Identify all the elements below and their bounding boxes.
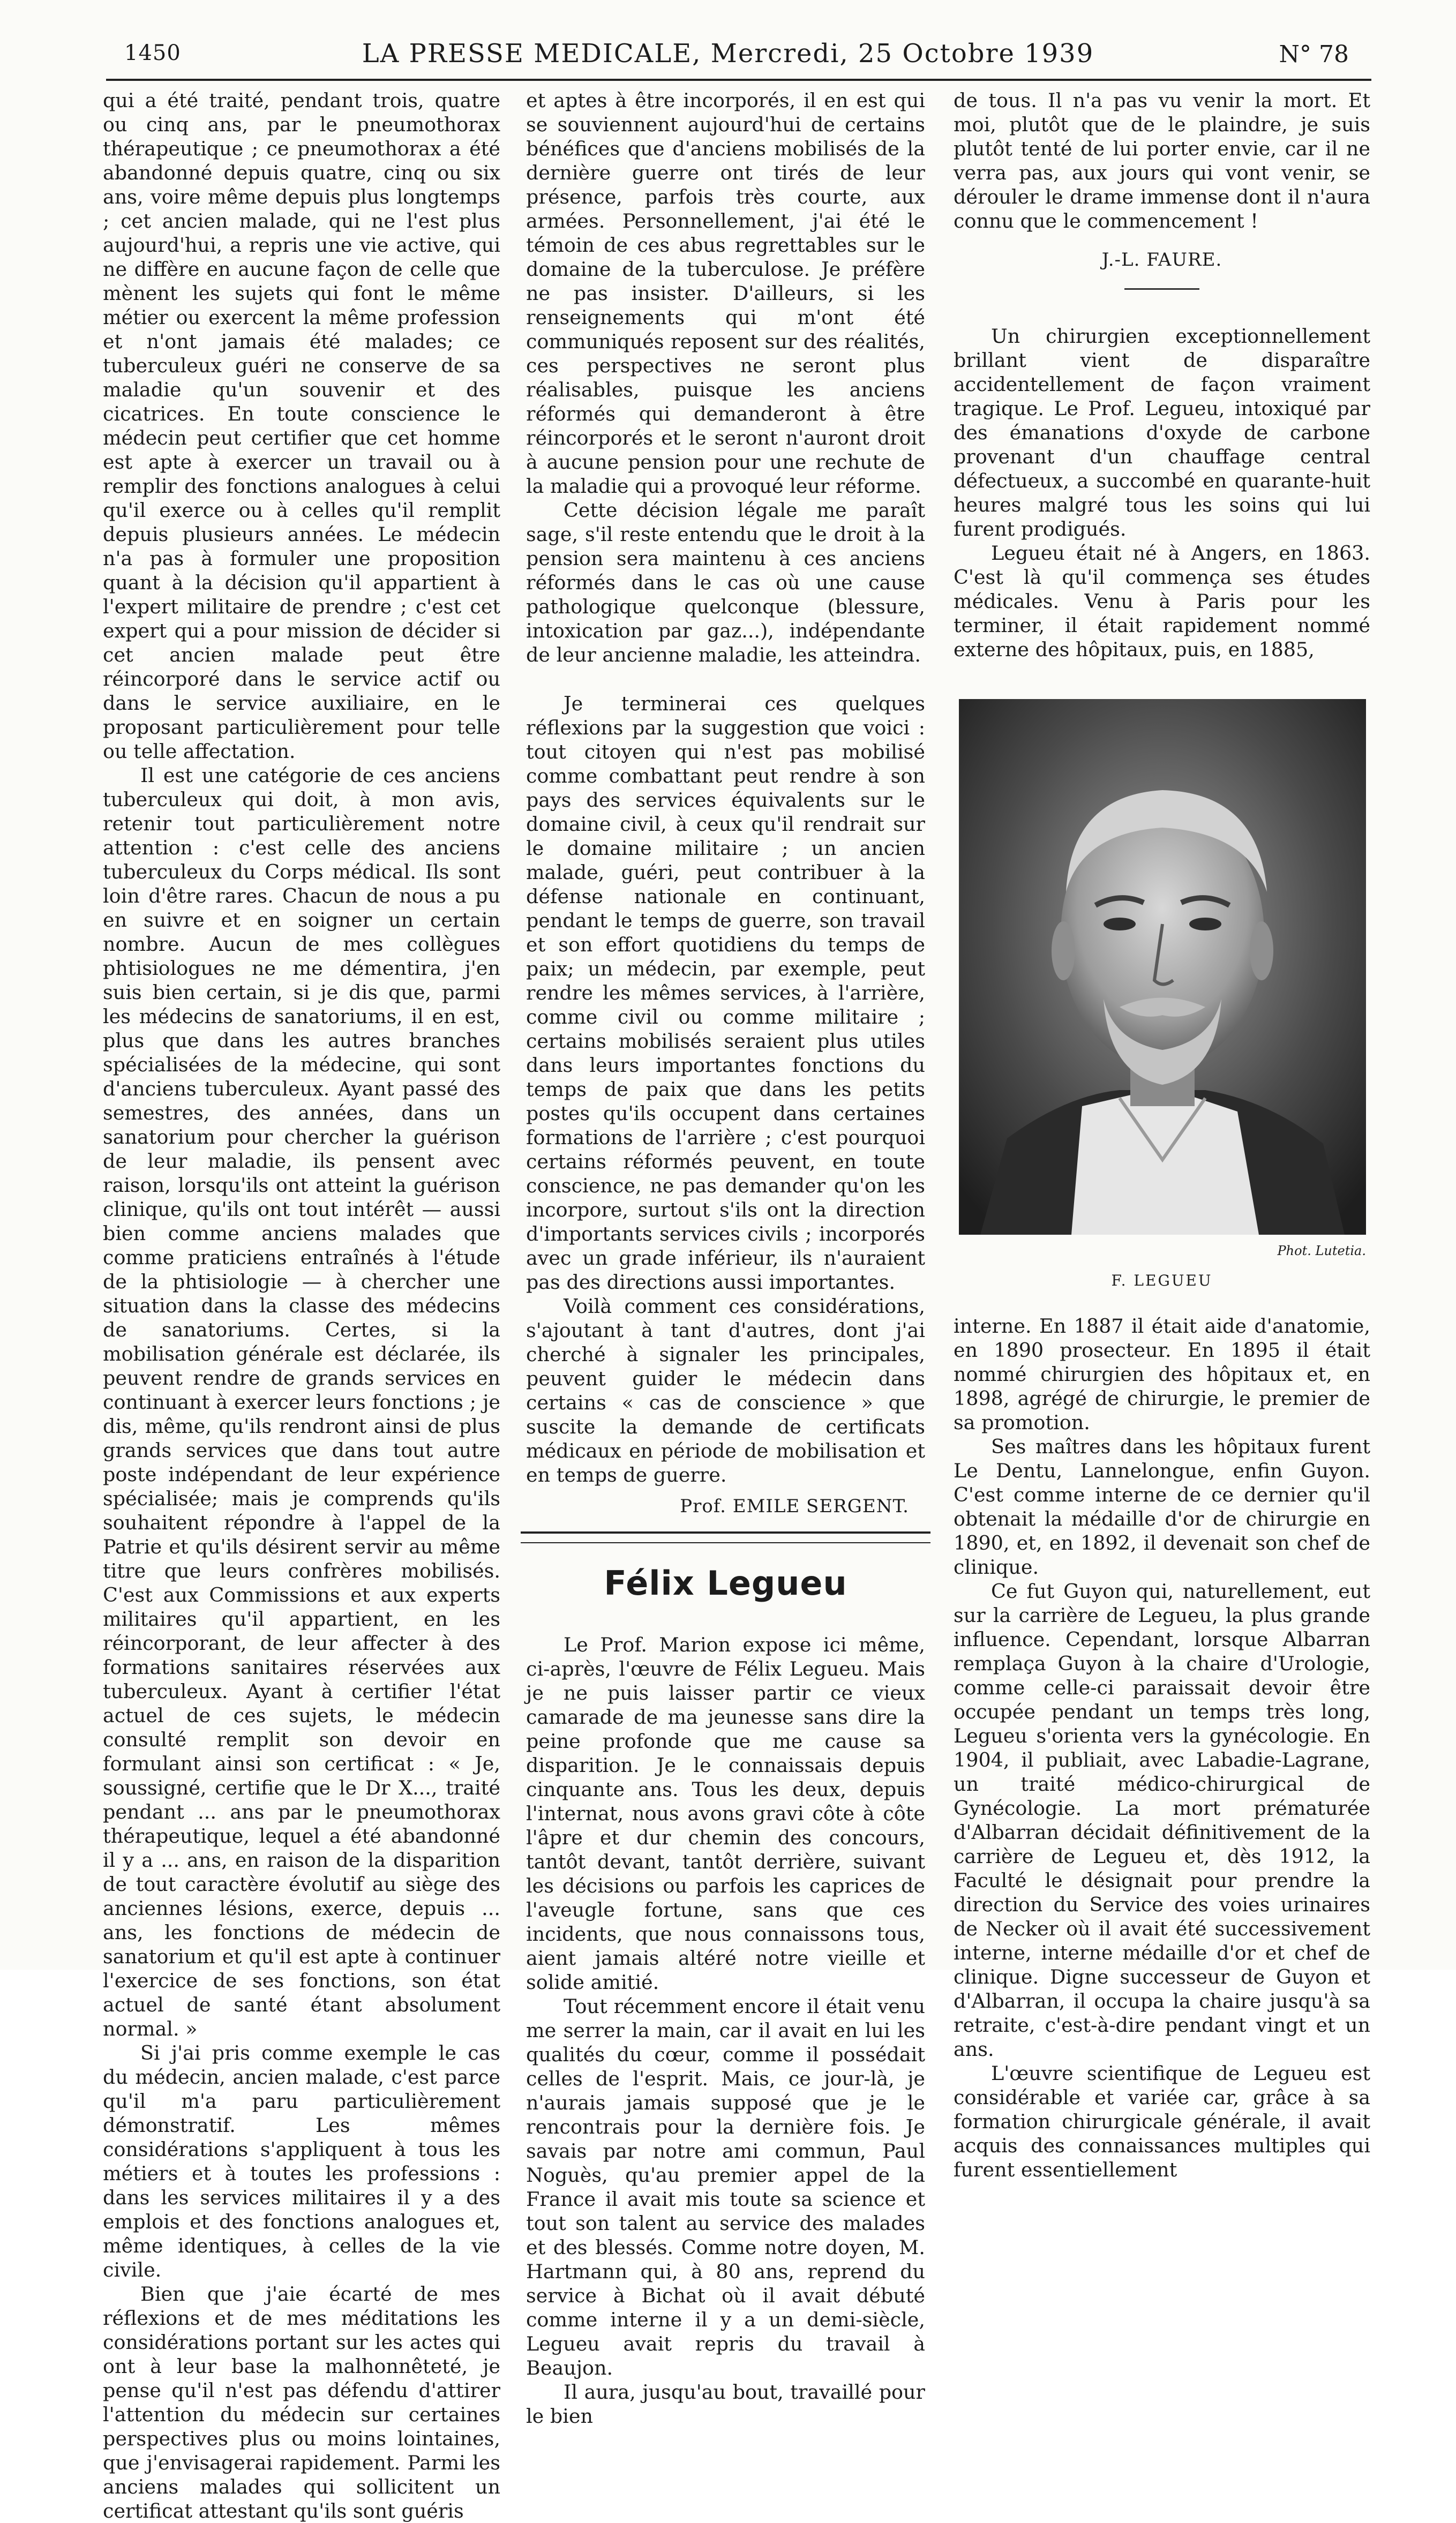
paragraph: Ce fut Guyon qui, naturellement, eut sur la carrière de Legueu, la plus grande influence. Cependant, lorsque Albarran remplaça Guyon à la chaire d'Urologie, comme celle-ci paraissait devoir être occupée pendant un temps très long, Legueu s'orienta vers la gynécologie. En 1904, il publiait, avec Labadie-Lagrane, un traité médico-chirurgical de Gynécologie. La mort prématurée d'Albarran décidait définitivement de la carrière de Legueu et, dès 1912, la Faculté le désignait pour prendre la direction du Service des voies urinaires de Necker où il avait été successivement interne, interne médaille d'or et chef de clinique. Digne successeur de Guyon et d'Albarran, il occupa la chaire jusqu'à sa retraite, c'est-à-dire pendant vingt et un ans.	[954, 1580, 1370, 2061]
photo-caption: F. LEGUEU	[1111, 1272, 1213, 1289]
paragraph: de tous. Il n'a pas vu venir la mort. Et moi, plutôt que de le plaindre, je suis plutôt tenté de lui porter envie, car il ne verra pas, aux jours qui vont venir, se dérouler le drame immense dont il n'aura connu que le commencement !	[954, 89, 1370, 232]
journal-title: LA PRESSE MEDICALE, Mercredi, 25 Octobre 1939	[362, 39, 1094, 69]
spacer	[526, 667, 925, 692]
paragraph: Bien que j'aie écarté de mes réflexions et de mes méditations les considérations portant sur les actes qui ont à leur base la malhonnêteté, je pense qu'il n'est pas défendu d'attirer l'attention du médecin sur certaines perspectives plus ou moins lointaines, que j'envisagerai rapidement. Parmi les anciens malades qui sollicitent un certificat attestant qu'ils sont guéris	[103, 2282, 500, 2522]
paragraph: Legueu était né à Angers, en 1863. C'est là qu'il commença ses études médicales. Venu à Paris pour les terminer, il était rapidement nommé externe des hôpitaux, puis, en 1885,	[954, 542, 1370, 661]
paragraph: Cette décision légale me paraît sage, s'il reste entendu que le droit à la pension sera maintenu à ces anciens réformés dans le cas où une cause pathologique quelconque (blessure, intoxication par gaz...), indépendante de leur ancienne maladie, les atteindra.	[526, 499, 925, 666]
portrait-photo	[959, 699, 1366, 1235]
paragraph: Le Prof. Marion expose ici même, ci-après, l'œuvre de Félix Legueu. Mais je ne puis laisser partir ce vieux camarade de ma jeunesse sans dire la peine profonde que me cause sa disparition. Je le connaissais depuis cinquante ans. Tous les deux, depuis l'internat, nous avons gravi côte à côte l'âpre et dur chemin des concours, tantôt devant, tantôt derrière, suivant les décisions ou parfois les caprices de l'aveugle fortune, sans que ces incidents, que nous connaissons tous, aient jamais altéré notre vieille et solide amitié.	[526, 1633, 925, 1994]
paragraph: qui a été traité, pendant trois, quatre ou cinq ans, par le pneumothorax thérapeutique ; ce pneumothorax a été abandonné depuis quatre, cinq ou six ans, voire même depuis plus longtemps ; cet ancien malade, qui ne l'est plus aujourd'hui, a repris une vie active, qui ne diffère en aucune façon de celle que mènent les sujets qui font le même métier ou exercent la même profession et n'ont jamais été malades; ce tuberculeux guéri ne conserve de sa maladie qu'un souvenir et des cicatrices. En toute conscience le médecin peut certifier que cet homme est apte à exercer un travail ou à remplir des fonctions analogues à celui qu'il exerce ou à celles qu'il remplit depuis plusieurs années. Le médecin n'a pas à formuler une proposition quant à la décision qu'il appartient à l'expert militaire de prendre ; c'est cet expert qui a pour mission de décider si cet ancien malade peut être réincorporé dans le service actif ou dans le service auxiliaire, en le proposant particulièrement pour telle ou telle affectation.	[103, 89, 500, 763]
paragraph: Tout récemment encore il était venu me serrer la main, car il avait en lui les qualités du cœur, comme il possédait celles de l'esprit. Mais, ce jour-là, je n'aurais jamais supposé que je le rencontrais pour la dernière fois. Je savais par notre ami commun, Paul Noguès, qu'au premier appel de la France il avait mis toute sa science et tout son talent au service des malades et des blessés. Comme notre doyen, M. Hartmann qui, à 80 ans, reprend du service à Bichat où il avait débuté comme interne il y a un demi-siècle, Legueu avait repris du travail à Beaujon.	[526, 1995, 925, 2379]
column-1	[103, 88, 500, 2523]
paragraph: Voilà comment ces considérations, s'ajoutant à tant d'autres, dont j'ai cherché à signaler les principales, peuvent guider le médecin dans certains « cas de conscience » que suscite la demande de certificats médicaux en période de mobilisation et en temps de guerre.	[526, 1295, 925, 1486]
short-divider	[1124, 288, 1199, 290]
signature-faure: J.-L. FAURE.	[1101, 249, 1222, 271]
page-number: 1450	[124, 41, 181, 65]
article-title: Félix Legueu	[604, 1564, 847, 1603]
running-head	[0, 31, 1456, 79]
paragraph: L'œuvre scientifique de Legueu est considérable et variée car, grâce à sa formation chirurgicale générale, il avait acquis des connaissances multiples qui furent essentiellement	[954, 2062, 1370, 2181]
paragraph: Il est une catégorie de ces anciens tuberculeux qui doit, à mon avis, retenir tout particulièrement notre attention : c'est celle des anciens tuberculeux du Corps médical. Ils sont loin d'être rares. Chacun de nous a pu en suivre et en soigner un certain nombre. Aucun de mes collègues phtisiologues ne me démentira, j'en suis bien certain, si je dis que, parmi les médecins de sanatoriums, il en est, plus que dans les autres branches spécialisées de la médecine, qui sont d'anciens tuberculeux. Ayant passé des semestres, des années, dans un sanatorium pour chercher la guérison de leur maladie, ils pensent avec raison, lorsqu'ils ont atteint la guérison clinique, qu'ils ont tout intérêt — aussi bien comme anciens malades que comme praticiens entraînés à l'étude de la phtisiologie — à chercher une situation dans la classe des médecins de sanatoriums. Certes, si la mobilisation générale est déclarée, ils peuvent rendre de grands services en continuant à exercer leurs fonctions ; je dis, même, qu'ils rendront ainsi de plus grands services que dans tout autre poste indépendant de leur expérience spécialisée; mais je comprends qu'ils souhaitent répondre à l'appel de la Patrie et qu'ils désirent servir au même titre que leurs confrères mobilisés. C'est aux Commissions et aux experts militaires qu'il appartient, en les réincorporant, de leur affecter à des formations sanitaires réservées aux tuberculeux. Ayant à certifier l'état actuel de ces sujets, le médecin consulté remplit son devoir en formulant ainsi son certificat : « Je, soussigné, certifie que le Dr X..., traité pendant ... ans par le pneumothorax thérapeutique, lequel a été abandonné il y a ... ans, en raison de la disparition de tout caractère évolutif au siège des anciennes lésions, exerce, depuis ... ans, les fonctions de médecin de sanatorium et qu'il est apte à continuer l'exercice de ses fonctions, son état actuel de santé étant absolument normal. »	[103, 764, 500, 2040]
section-divider	[521, 1531, 930, 1543]
paragraph: Si j'ai pris comme exemple le cas du médecin, ancien malade, c'est parce qu'il m'a paru particulièrement démonstratif. Les mêmes considérations s'appliquent à tous les métiers et à toutes les professions : dans les services militaires il y a des emplois et des fonctions analogues et, même identiques, à celles de la vie civile.	[103, 2041, 500, 2281]
paragraph: Un chirurgien exceptionnellement brillant vient de disparaître accidentellement de façon vraiment tragique. Le Prof. Legueu, intoxiqué par des émanations d'oxyde de carbone provenant d'un chauffage central défectueux, a succombé en quarante-huit heures malgré tous les soins qui lui furent prodigués.	[954, 325, 1370, 540]
paragraph: Je terminerai ces quelques réflexions par la suggestion que voici : tout citoyen qui n'est pas mobilisé comme combattant peut rendre à son pays des services équivalents sur le domaine civil, à ceux qu'il rendrait sur le domaine militaire ; un ancien malade, guéri, peut contribuer à la défense nationale en continuant, pendant le temps de guerre, son travail et son effort quotidiens du temps de paix; un médecin, par exemple, peut rendre les mêmes services, à l'arrière, comme civil ou comme militaire ; certains mobilisés seraient plus utiles dans leurs importantes fonctions du temps de paix que dans les petits postes qu'ils occupent dans certaines formations de l'arrière ; c'est pourquoi certains réformés peuvent, en toute conscience, ne pas demander qu'on les incorpore, surtout s'ils ont la direction d'importants services civils ; incorporés avec un grade inférieur, ils n'auraient pas des directions aussi importantes.	[526, 692, 925, 1294]
signature-sergent: Prof. EMILE SERGENT.	[680, 1496, 909, 1517]
paragraph: Il aura, jusqu'au bout, travaillé pour le bien	[526, 2381, 925, 2428]
portrait-figure	[959, 699, 1366, 1263]
column-2	[526, 88, 925, 2428]
issue-number: N° 78	[1279, 41, 1349, 68]
paragraph: interne. En 1887 il était aide d'anatomie, en 1890 prosecteur. En 1895 il était nommé chirurgien des hôpitaux et, en 1898, agrégé de chirurgie, le premier de sa promotion.	[954, 1315, 1370, 1434]
paragraph: Ses maîtres dans les hôpitaux furent Le Dentu, Lannelongue, enfin Guyon. C'est comme interne de ce dernier qu'il obtenait la médaille d'or de chirurgie en 1890, et, en 1892, il devenait son chef de clinique.	[954, 1435, 1370, 1579]
photo-credit: Phot. Lutetia.	[1277, 1243, 1366, 1258]
paragraph: et aptes à être incorporés, il en est qui se souviennent aujourd'hui de certains bénéfices que d'anciens mobilisés de la dernière guerre ont tirés de leur présence, parfois très courte, aux armées. Personnellement, j'ai été le témoin de ces abus regrettables sur le domaine de la tuberculose. Je préfère ne pas insister. D'ailleurs, si les renseignements qui m'ont été communiqués reposent sur des réalités, ces perspectives ne seront plus réalisables, puisque les anciens réformés qui demanderont à être réincorporés et le seront n'auront droit à aucune pension pour une rechute de la maladie qui a provoqué leur réforme.	[526, 89, 925, 498]
header-rule	[106, 79, 1371, 81]
column-3	[954, 88, 1370, 2182]
